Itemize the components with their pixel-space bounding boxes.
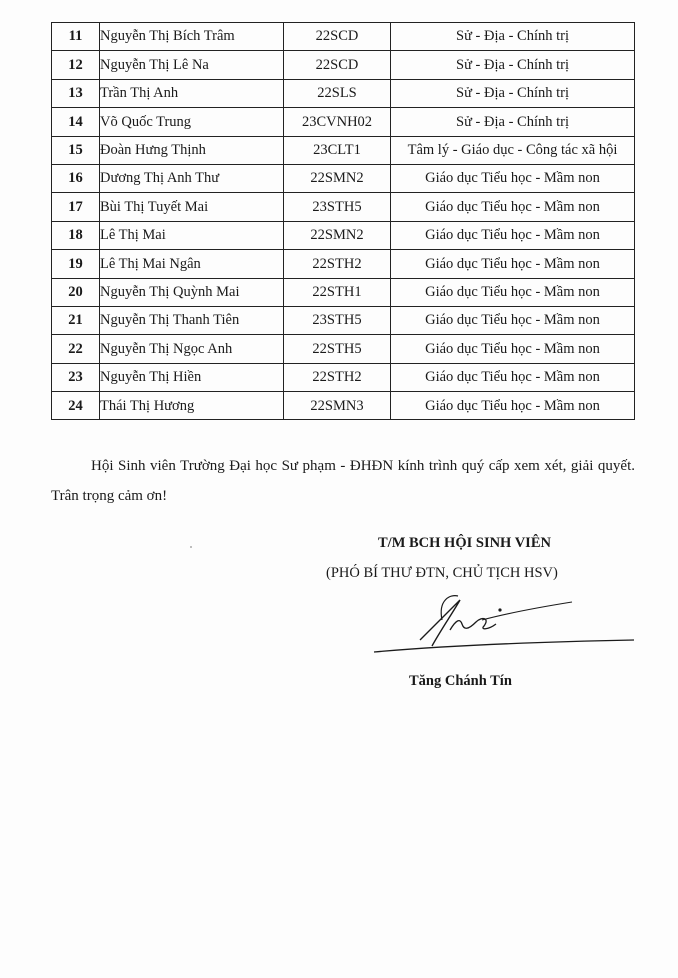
signature-title: T/M BCH HỘI SINH VIÊN [378, 535, 551, 551]
student-class: 22SMN2 [284, 164, 391, 192]
student-major: Sử - Địa - Chính trị [391, 23, 635, 51]
student-class: 22STH5 [284, 335, 391, 363]
row-number: 23 [52, 363, 100, 391]
row-number: 24 [52, 392, 100, 420]
student-name: Nguyễn Thị Thanh Tiên [100, 306, 284, 334]
table-row [52, 108, 635, 136]
row-number: 19 [52, 250, 100, 278]
student-name: Đoàn Hưng Thịnh [100, 136, 284, 164]
row-number: 13 [52, 79, 100, 107]
table-row [52, 392, 635, 420]
student-major: Tâm lý - Giáo dục - Công tác xã hội [391, 136, 635, 164]
student-major: Giáo dục Tiểu học - Mầm non [391, 363, 635, 391]
closing-paragraph: Hội Sinh viên Trường Đại học Sư phạm - ĐHĐN kính trình quý cấp xem xét, giải quyết. Trân trọng cảm ơn! [51, 458, 635, 504]
row-number: 17 [52, 193, 100, 221]
row-number: 11 [52, 23, 100, 51]
student-table-body [52, 23, 635, 420]
row-number: 15 [52, 136, 100, 164]
table-row [52, 79, 635, 107]
signature-role: (PHÓ BÍ THƯ ĐTN, CHỦ TỊCH HSV) [326, 565, 558, 581]
table-row [52, 306, 635, 334]
row-number: 20 [52, 278, 100, 306]
student-major: Giáo dục Tiểu học - Mầm non [391, 193, 635, 221]
table-row [52, 193, 635, 221]
student-class: 23STH5 [284, 306, 391, 334]
student-name: Võ Quốc Trung [100, 108, 284, 136]
student-major: Giáo dục Tiểu học - Mầm non [391, 306, 635, 334]
student-name: Lê Thị Mai Ngân [100, 250, 284, 278]
student-class: 22SCD [284, 23, 391, 51]
student-name: Trần Thị Anh [100, 79, 284, 107]
student-name: Thái Thị Hương [100, 392, 284, 420]
student-class: 22STH2 [284, 363, 391, 391]
row-number: 14 [52, 108, 100, 136]
student-class: 23CLT1 [284, 136, 391, 164]
table-row [52, 335, 635, 363]
student-major: Sử - Địa - Chính trị [391, 79, 635, 107]
handwritten-signature [372, 590, 637, 660]
student-name: Nguyễn Thị Hiền [100, 363, 284, 391]
student-major: Giáo dục Tiểu học - Mầm non [391, 392, 635, 420]
signer-name: Tăng Chánh Tín [409, 673, 512, 689]
student-major: Sử - Địa - Chính trị [391, 108, 635, 136]
student-name: Nguyễn Thị Bích Trâm [100, 23, 284, 51]
student-name: Dương Thị Anh Thư [100, 164, 284, 192]
row-number: 21 [52, 306, 100, 334]
table-row [52, 23, 635, 51]
student-name: Nguyễn Thị Ngọc Anh [100, 335, 284, 363]
row-number: 16 [52, 164, 100, 192]
student-class: 22SCD [284, 51, 391, 79]
student-major: Giáo dục Tiểu học - Mầm non [391, 250, 635, 278]
student-major: Giáo dục Tiểu học - Mầm non [391, 164, 635, 192]
table-row [52, 250, 635, 278]
student-table [51, 22, 635, 420]
table-row [52, 221, 635, 249]
student-major: Giáo dục Tiểu học - Mầm non [391, 335, 635, 363]
student-class: 22STH1 [284, 278, 391, 306]
table-row [52, 136, 635, 164]
student-name: Bùi Thị Tuyết Mai [100, 193, 284, 221]
row-number: 12 [52, 51, 100, 79]
student-name: Nguyễn Thị Lê Na [100, 51, 284, 79]
student-class: 22SLS [284, 79, 391, 107]
student-class: 22SMN2 [284, 221, 391, 249]
scan-speck [190, 546, 192, 548]
table-row [52, 363, 635, 391]
table-row [52, 278, 635, 306]
student-class: 23CVNH02 [284, 108, 391, 136]
student-class: 22STH2 [284, 250, 391, 278]
student-major: Sử - Địa - Chính trị [391, 51, 635, 79]
table-row [52, 164, 635, 192]
student-name: Lê Thị Mai [100, 221, 284, 249]
row-number: 22 [52, 335, 100, 363]
student-major: Giáo dục Tiểu học - Mầm non [391, 221, 635, 249]
student-major: Giáo dục Tiểu học - Mầm non [391, 278, 635, 306]
student-name: Nguyễn Thị Quỳnh Mai [100, 278, 284, 306]
student-class: 22SMN3 [284, 392, 391, 420]
student-class: 23STH5 [284, 193, 391, 221]
table-row [52, 51, 635, 79]
row-number: 18 [52, 221, 100, 249]
